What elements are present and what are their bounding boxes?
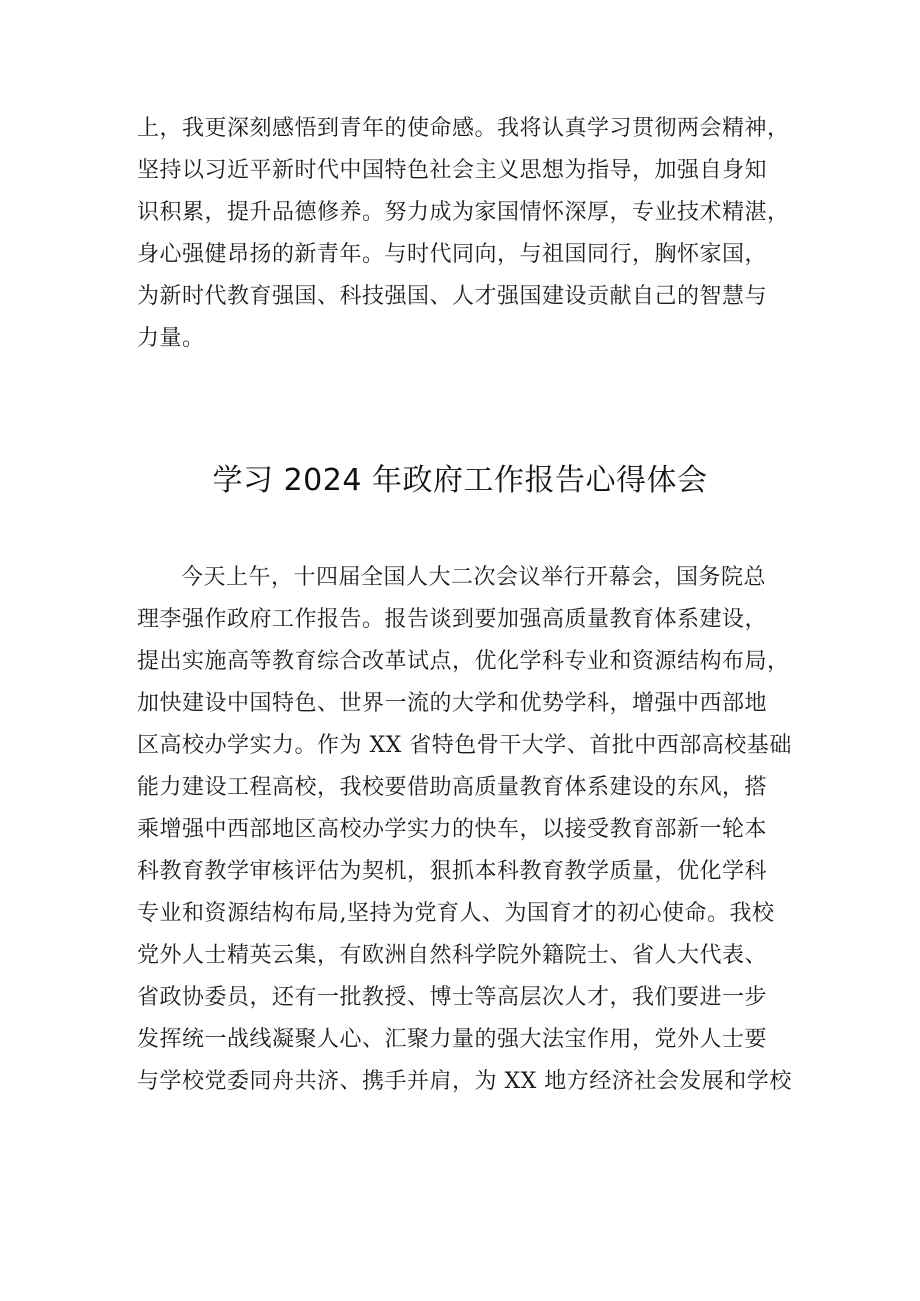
- paragraph-line: 今天上午，十四届全国人大二次会议举行开幕会，国务院总: [181, 565, 767, 590]
- paragraph-line: 区高校办学实力。作为 XX 省特色骨干大学、首批中西部高校基础: [137, 733, 792, 758]
- paragraph-line: 身心强健昂扬的新青年。与时代同向，与祖国同行，胸怀家国，: [137, 242, 768, 267]
- paragraph-line: 提出实施高等教育综合改革试点，优化学科专业和资源结构布局，: [137, 649, 790, 674]
- paragraph-line: 力量。: [137, 326, 205, 351]
- paragraph-line: 科教育教学审核评估为契机，狠抓本科教育教学质量，优化学科: [137, 859, 768, 884]
- paragraph-line: 党外人士精英云集，有欧洲自然科学院外籍院士、省人大代表、: [137, 943, 768, 968]
- paragraph-line: 上，我更深刻感悟到青年的使命感。我将认真学习贯彻两会精神，: [137, 116, 790, 141]
- paragraph-line: 发挥统一战线凝聚人心、汇聚力量的强大法宝作用，党外人士要: [137, 1027, 768, 1052]
- paragraph-line: 乘增强中西部地区高校办学实力的快车，以接受教育部新一轮本: [137, 817, 768, 842]
- paragraph-line: 与学校党委同舟共济、携手并肩，为 XX 地方经济社会发展和学校: [137, 1069, 792, 1094]
- paragraph-line: 坚持以习近平新时代中国特色社会主义思想为指导，加强自身知: [137, 158, 768, 183]
- paragraph-line: 加快建设中国特色、世界一流的大学和优势学科，增强中西部地: [137, 691, 768, 716]
- article-title: 学习 2024 年政府工作报告心得体会: [212, 463, 708, 498]
- paragraph-line: 识积累，提升品德修养。努力成为家国情怀深厚，专业技术精湛，: [137, 200, 790, 225]
- paragraph-line: 理李强作政府工作报告。报告谈到要加强高质量教育体系建设，: [137, 607, 768, 632]
- paragraph-line: 省政协委员，还有一批教授、博士等高层次人才，我们要进一步: [137, 985, 768, 1010]
- paragraph-line: 专业和资源结构布局,坚持为党育人、为国育才的初心使命。我校: [137, 901, 775, 926]
- paragraph-line: 为新时代教育强国、科技强国、人才强国建设贡献自己的智慧与: [137, 284, 768, 309]
- paragraph-line: 能力建设工程高校，我校要借助高质量教育体系建设的东风，搭: [137, 775, 768, 800]
